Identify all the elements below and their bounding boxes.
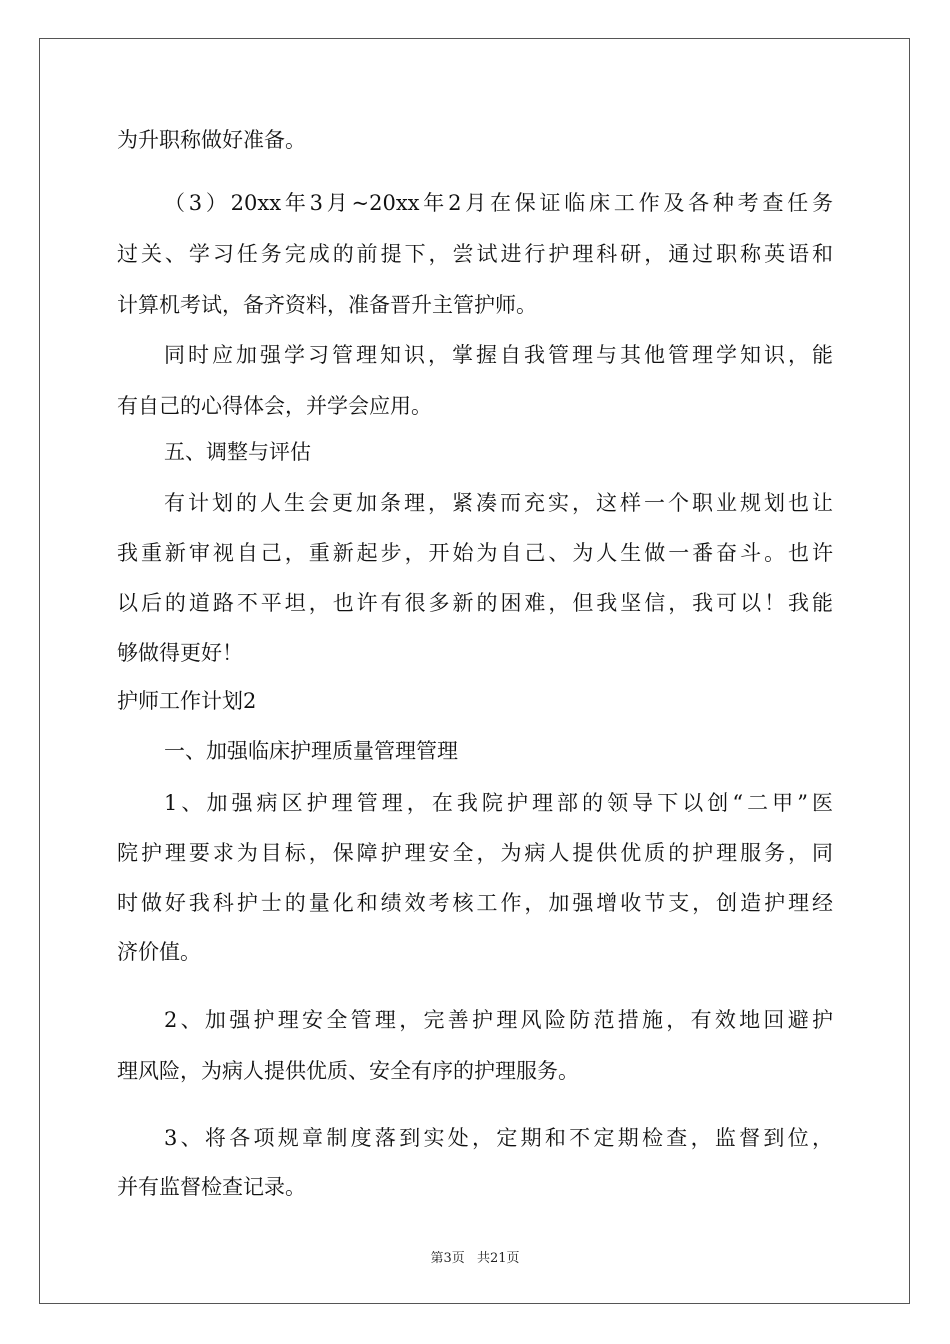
text-line: 理风险，为病人提供优质、安全有序的护理服务。 [117, 1059, 579, 1083]
text-line: 计算机考试，备齐资料，准备晋升主管护师。 [117, 293, 537, 317]
document-title: 护师工作计划2 [117, 689, 257, 713]
page-total: 共21页 [476, 1251, 520, 1266]
text-line: 以后的道路不平坦，也许有很多新的困难，但我坚信，我可以！我能 [117, 591, 833, 615]
page-border [39, 38, 910, 1304]
text-line: 1、加强病区护理管理，在我院护理部的领导下以创“二甲”医 [164, 791, 833, 815]
page-footer [0, 1247, 950, 1266]
text-line: 为升职称做好准备。 [117, 128, 306, 152]
section-heading: 五、调整与评估 [164, 440, 311, 464]
text-line: 2、加强护理安全管理，完善护理风险防范措施，有效地回避护 [164, 1008, 833, 1032]
text-line: 够做得更好！ [117, 641, 243, 665]
page-number: 第3页 [430, 1251, 465, 1266]
text-line: 我重新审视自己，重新起步，开始为自己、为人生做一番奋斗。也许 [117, 541, 833, 565]
text-line: 3、将各项规章制度落到实处，定期和不定期检查，监督到位， [164, 1126, 833, 1150]
section-heading: 一、加强临床护理质量管理管理 [164, 739, 458, 763]
text-line: 院护理要求为目标，保障护理安全，为病人提供优质的护理服务，同 [117, 841, 833, 865]
text-line: 同时应加强学习管理知识，掌握自我管理与其他管理学知识，能 [164, 343, 833, 367]
text-line: 有计划的人生会更加条理，紧凑而充实，这样一个职业规划也让 [164, 491, 833, 515]
text-line: 并有监督检查记录。 [117, 1175, 306, 1199]
text-line: 时做好我科护士的量化和绩效考核工作，加强增收节支，创造护理经 [117, 891, 833, 915]
text-line: 过关、学习任务完成的前提下，尝试进行护理科研，通过职称英语和 [117, 242, 833, 266]
text-line: 有自己的心得体会，并学会应用。 [117, 394, 432, 418]
text-line: 济价值。 [117, 940, 201, 964]
text-line: （3）20xx年3月~20xx年2月在保证临床工作及各种考查任务 [164, 191, 833, 215]
